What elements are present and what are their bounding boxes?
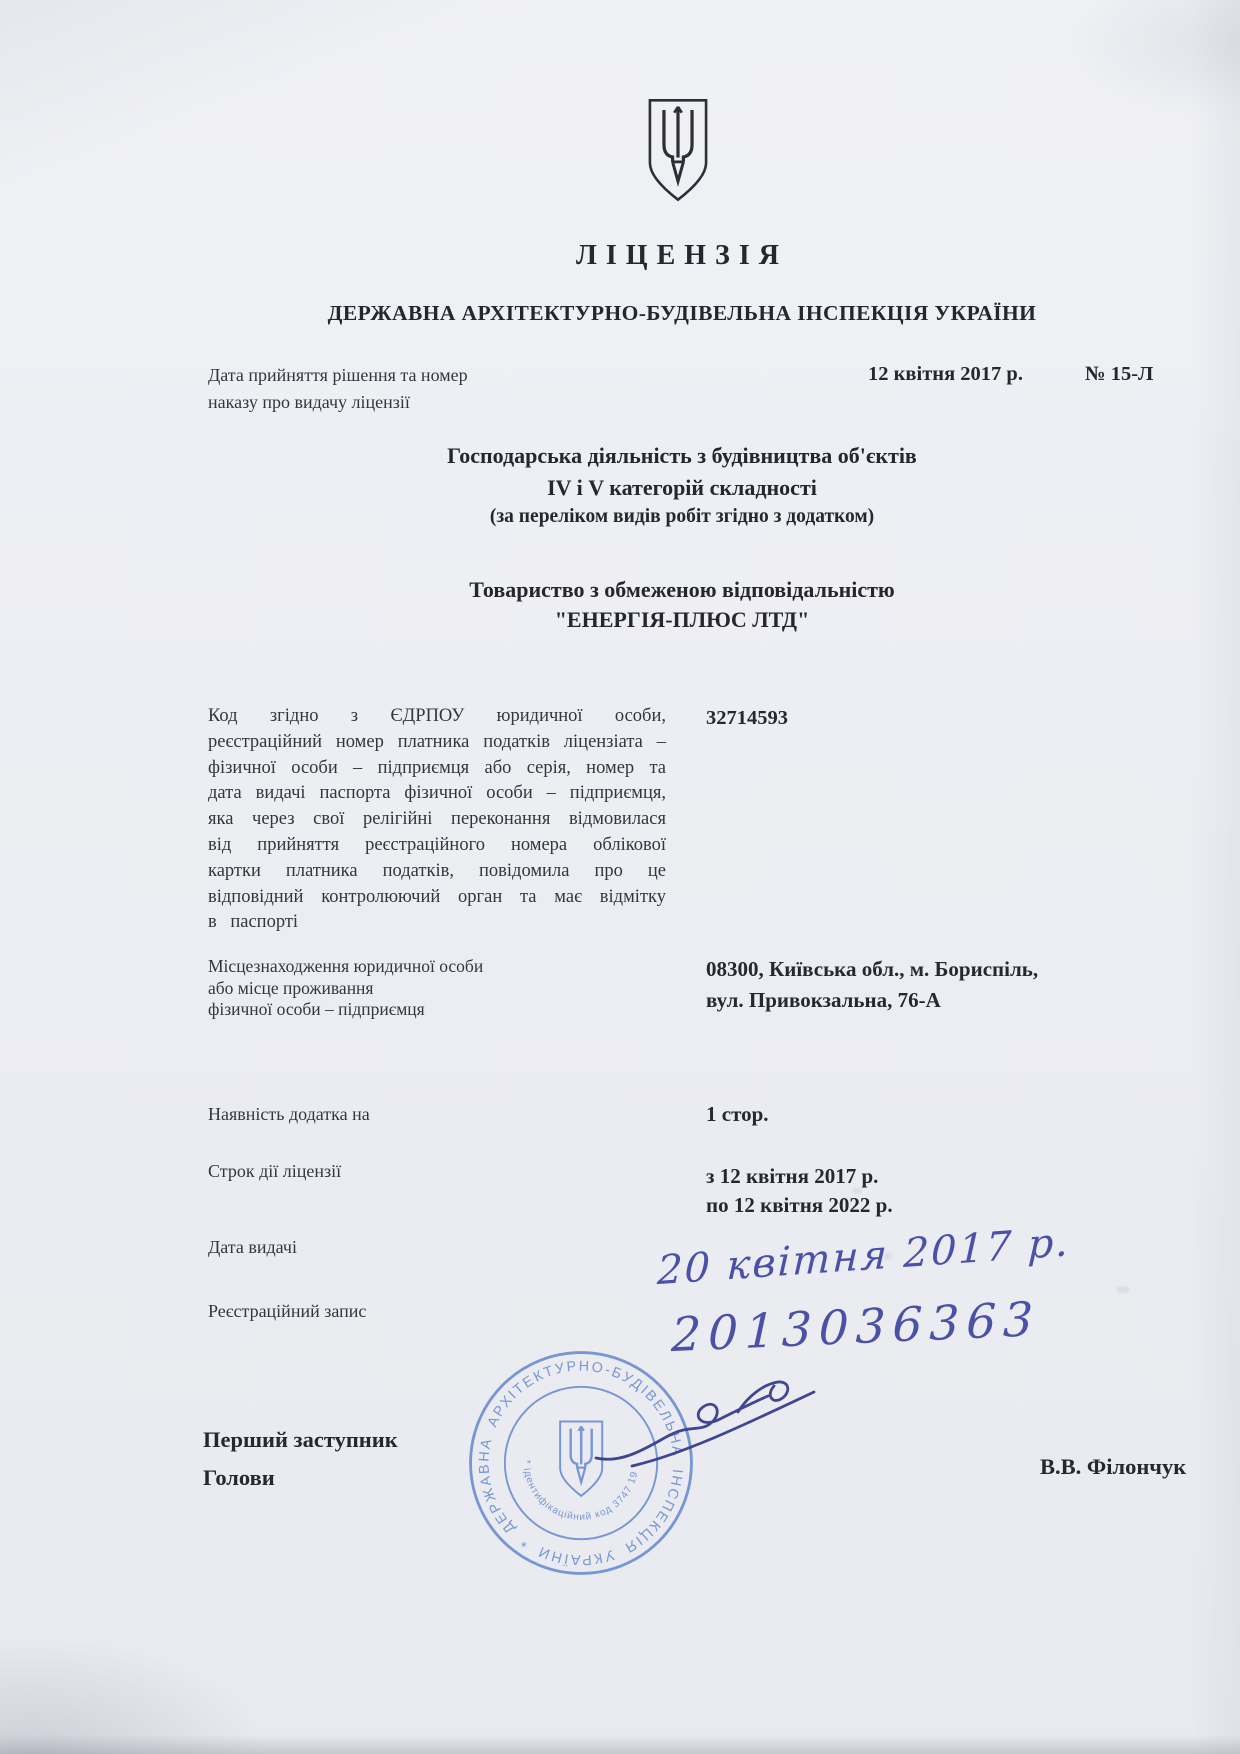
activity-line2: IV і V категорій складності xyxy=(547,475,817,500)
term-value xyxy=(706,1162,893,1219)
handwritten-signature xyxy=(588,1362,823,1477)
address-label-line3: фізичної особи – підприємця xyxy=(208,999,425,1019)
address-label xyxy=(208,956,483,1021)
term-to: по 12 квітня 2022 р. xyxy=(706,1192,893,1217)
address-value-line1: 08300, Київська обл., м. Бориспіль, xyxy=(706,957,1039,981)
issue-date-label: Дата видачі xyxy=(208,1237,297,1257)
signer-name: В.В. Філончук xyxy=(1040,1454,1187,1479)
decision-label-line2: наказу про видачу ліцензії xyxy=(208,391,410,412)
registration-handwritten: 2013036363 xyxy=(670,1291,1041,1364)
ukraine-trident-emblem-icon xyxy=(642,96,714,204)
address-value-line2: вул. Привокзальна, 76-А xyxy=(706,988,941,1012)
signer-position xyxy=(203,1421,398,1496)
address-label-line1: Місцезнаходження юридичної особи xyxy=(208,956,484,976)
address-value xyxy=(706,954,1038,1016)
scan-speck xyxy=(884,1252,892,1260)
edrpou-code-label: Код згідно з ЄДРПОУ юридичної особи, реєстраційний номер платника податків ліцензіата – фізичної особи – підприємця або серія, номер та дата видачі паспорта фізичної особи – підприємця, яка через свої релігійні переконання відмовилася від прийняття реєстраційного номера облікової картки платника податків, повідомила про це відповідний контролюючий орган та має відмітку в паспорті xyxy=(208,706,666,933)
activity-line3: (за переліком видів робіт згідно з додатком) xyxy=(489,506,875,527)
activity-line1: Господарська діяльність з будівництва об'єктів xyxy=(447,443,917,468)
annex-value: 1 стор. xyxy=(706,1102,769,1126)
signer-position-line2: Голови xyxy=(203,1464,275,1490)
annex-label: Наявність додатка на xyxy=(208,1104,370,1124)
scan-speck xyxy=(852,1188,862,1194)
address-label-line2: або місце проживання xyxy=(208,977,374,998)
decision-label-line1: Дата прийняття рішення та номер xyxy=(208,365,468,385)
issuing-authority: ДЕРЖАВНА АРХІТЕКТУРНО-БУДІВЕЛЬНА ІНСПЕКЦІЯ УКРАЇНИ xyxy=(327,301,1037,325)
scan-speck xyxy=(1116,1286,1130,1293)
stamp-inner-text: * ідентифікаційний код 3747 19 xyxy=(520,1459,641,1523)
license-number: № 15-Л xyxy=(1085,363,1154,385)
edrpou-code-value: 32714593 xyxy=(706,707,788,729)
licensee-name: "ЕНЕРГІЯ-ПЛЮС ЛТД" xyxy=(554,607,810,632)
licensee-type: Товариство з обмеженою відповідальністю xyxy=(469,577,895,602)
stamp-ring-text: ДЕРЖАВНА АРХІТЕКТУРНО-БУДІВЕЛЬНА ІНСПЕКЦІЯ УКРАЇНИ * xyxy=(476,1358,686,1568)
decision-label xyxy=(208,362,468,415)
registration-label: Реєстраційний запис xyxy=(208,1301,367,1321)
document-title: ЛІЦЕНЗІЯ xyxy=(576,240,788,271)
term-from: з 12 квітня 2017 р. xyxy=(706,1164,879,1188)
decision-date: 12 квітня 2017 р. xyxy=(868,363,1023,385)
term-label: Строк дії ліцензії xyxy=(208,1161,342,1181)
issue-date-handwritten: 20 квітня 2017 р. xyxy=(656,1219,1071,1295)
signer-position-line1: Перший заступник xyxy=(203,1427,398,1452)
